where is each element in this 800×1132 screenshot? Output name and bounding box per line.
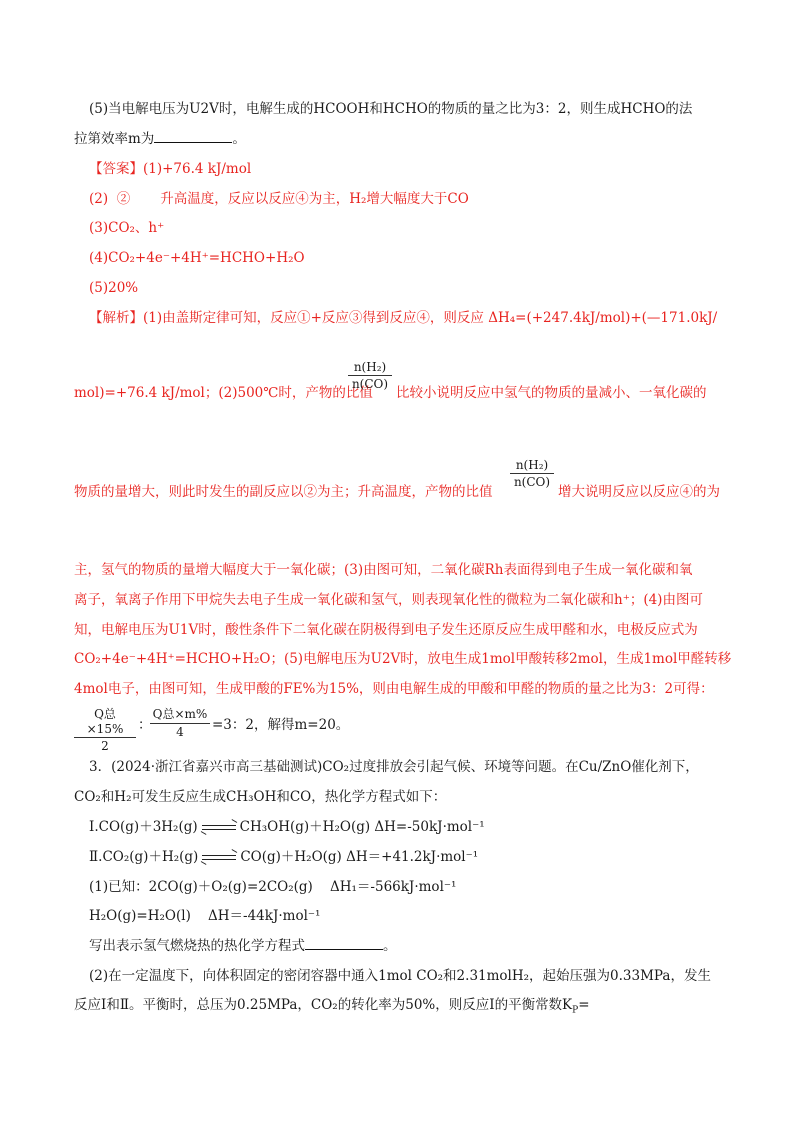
reaction-2-right: CO(g)＋H₂O(g) ΔH＝+41.2kJ·mol⁻¹	[240, 849, 479, 865]
result-fraction-2-den: 4	[176, 725, 184, 739]
ratio-fraction-2	[510, 458, 554, 489]
ratio-fraction-1	[348, 360, 392, 391]
answer-blank	[154, 130, 232, 143]
result-fraction-2	[150, 705, 210, 739]
analysis-tag: 【解析】	[89, 310, 143, 326]
question-5-end: 。	[232, 131, 246, 147]
analysis-text-1: (1)由盖斯定律可知，反应①+反应③得到反应④，则反应 ΔH₄=(+247.4kJ/mol)+(—171.0kJ/	[143, 310, 718, 326]
question-5-line-1: (5)当电解电压为U2V时，电解生成的HCOOH和HCHO的物质的量之比为3：2，则生成HCHO的法	[89, 101, 693, 117]
answer-blank	[305, 937, 383, 950]
result-fraction-1	[74, 705, 136, 753]
known-3	[89, 937, 397, 955]
analysis-line-5: 离子，氧离子作用下甲烷失去电子生成一氧化碳和氢气，则表现氧化性的微粒为二氧化碳和h⁺；(4)由图可	[74, 592, 703, 608]
reaction-1-right: CH₃OH(g)＋H₂O(g) ΔH=-50kJ·mol⁻¹	[239, 819, 485, 835]
answer-1: (1)+76.4 kJ/mol	[143, 161, 252, 177]
known-3-text: 写出表示氢气燃烧热的热化学方程式	[89, 938, 305, 954]
analysis-line-2a: mol)=+76.4 kJ/mol；(2)500℃时，产物的比值	[74, 385, 373, 401]
known-3-end: 。	[383, 938, 397, 954]
result-tail: =3：2，解得m=20。	[212, 717, 350, 733]
analysis-line-8: 4mol电子，由图可知，生成甲酸的FE%为15%，则由电解生成的甲酸和甲醛的物质的量之比为3：2可得：	[74, 681, 714, 697]
answer-3: (3)CO₂、h⁺	[89, 220, 165, 236]
answer-4: (4)CO₂+4e⁻+4H⁺=HCHO+H₂O	[89, 250, 305, 266]
result-separator: ：	[138, 717, 152, 733]
known-2: H₂O(g)=H₂O(l) ΔH＝-44kJ·mol⁻¹	[89, 908, 321, 924]
reaction-1-left: Ⅰ.CO(g)＋3H₂(g)	[89, 819, 198, 835]
equilibrium-arrow-icon	[202, 824, 236, 832]
answer-line-1	[89, 160, 251, 178]
answer-tag: 【答案】	[89, 161, 143, 177]
answer-2: (2) ② 升高温度，反应以反应④为主，H₂增大幅度大于CO	[89, 191, 469, 207]
analysis-line-4: 主，氢气的物质的量增大幅度大于一氧化碳；(3)由图可知，二氧化碳Rh表面得到电子生成一氧化碳和氧	[74, 562, 693, 578]
question-3-line-2: CO₂和H₂可发生反应生成CH₃OH和CO，热化学方程式如下：	[74, 789, 447, 805]
analysis-line-6: 知，电解电压为U1V时，酸性条件下二氧化碳在阴极得到电子发生还原反应生成甲醛和水，电极反应式为	[74, 622, 698, 638]
reaction-2	[89, 848, 478, 866]
result-fraction-1-num: Q总×15%	[86, 707, 124, 736]
question-5-text: 拉第效率m为	[74, 131, 155, 147]
ratio-fraction-1-num: n(H₂)	[353, 360, 387, 374]
analysis-line-3a: 物质的量增大，则此时发生的副反应以②为主；升高温度，产物的比值	[74, 484, 493, 500]
analysis-line-2b: 比较小说明反应中氢气的物质的量减小、一氧化碳的	[396, 385, 707, 401]
reaction-2-left: Ⅱ.CO₂(g)＋H₂(g)	[89, 849, 199, 865]
part-2-line-1: (2)在一定温度下，向体积固定的密闭容器中通入1mol CO₂和2.31molH₂，起始压强为0.33MPa，发生	[89, 968, 711, 984]
analysis-line-1	[89, 309, 717, 327]
analysis-line-3b: 增大说明反应以反应④的为	[558, 484, 720, 500]
result-fraction-1-den: 2	[101, 739, 109, 753]
analysis-line-7: CO₂+4e⁻+4H⁺=HCHO+H₂O；(5)电解电压为U2V时，放电生成1mol甲酸转移2mol，生成1mol甲醛转移	[74, 651, 732, 667]
part-2-line-2	[74, 996, 590, 1020]
answer-5: (5)20%	[89, 280, 139, 296]
known-1: (1)已知：2CO(g)＋O₂(g)=2CO₂(g) ΔH₁＝-566kJ·mol⁻¹	[89, 879, 457, 895]
equilibrium-arrow-icon	[202, 854, 236, 862]
question-5-line-2	[74, 130, 246, 148]
ratio-fraction-2-num: n(H₂)	[515, 458, 549, 472]
part-2-text: 反应Ⅰ和Ⅱ。平衡时，总压为0.25MPa，CO₂的转化率为50%，则反应Ⅰ的平衡常数$K_P=$	[74, 997, 590, 1016]
question-3-line-1: 3．(2024·浙江省嘉兴市高三基础测试)CO₂过度排放会引起气候、环境等问题。在Cu/ZnO催化剂下，	[89, 759, 699, 775]
ratio-fraction-2-den: n(CO)	[513, 475, 551, 489]
result-fraction-2-num: Q总×m%	[152, 707, 208, 721]
reaction-1	[89, 818, 485, 836]
ratio-fraction-1-den: n(CO)	[351, 377, 389, 391]
